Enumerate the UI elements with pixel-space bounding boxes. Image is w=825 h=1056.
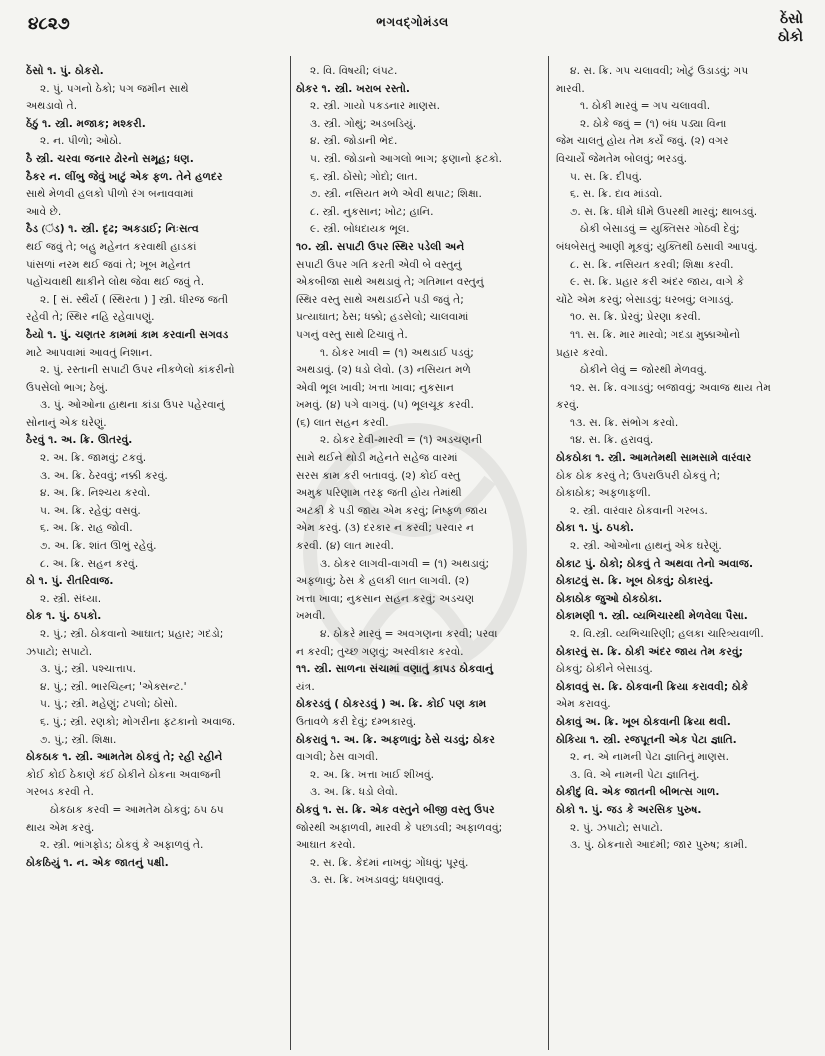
sense-line: ૩. અ. ક્રિ. ઠેરવવું; નક્કી કરવું.	[40, 468, 168, 482]
entry-line: ઉતાવળે કરી દેવું; દમ્ભકારવું.	[296, 714, 417, 728]
sense-line: ૭. સ્ત્રી. નસિયત મળે એવી થપાટ; શિક્ષા.	[310, 187, 482, 201]
column-2	[296, 62, 544, 1050]
entry-line: અટકી કે પડી જાય એમ કરવું; નિષ્ફળ જાય	[296, 503, 488, 517]
entry-headword-line: ઠેંસો ૧. પું. ઠોકરો.	[26, 64, 104, 77]
sense-line: ૮. સ. ક્રિ. નસિયત કરવી; શિક્ષા કરવી.	[570, 257, 734, 271]
entry-headword-line: ૧૧. સ્ત્રી. સાળના સંચામાં વણાતું કાપડ ઠોકવાનું	[296, 662, 494, 676]
idiom-line: ૨. ઠોકે જવું = (૧) બંધ પડ્યા વિના	[580, 116, 727, 130]
sense-line: ૨. પું. રસ્તાની સપાટી ઉપર નીકળેલો કાંકરીનો	[40, 363, 235, 377]
sense-line: ૨. સ્ત્રી. સંધ્યા.	[40, 591, 102, 605]
page-number: ૪૮૨૭	[28, 14, 70, 34]
entry-line: કોઈ કોઈ ઠેકાણે કંઈ ઠોકીને ઠોકના અવાજની	[26, 767, 221, 781]
entry-headword-line: ઠોકાઠોક જુઓ ઠોકઠોકા.	[556, 591, 663, 605]
sense-line: ૨. અ. ક્રિ. ખત્તા ખાઈ શીખવું.	[310, 767, 435, 781]
entry-headword-line: ઠોકઠાક ૧. સ્ત્રી. આમતેમ ઠોકવું તે; રહી રહીને	[26, 750, 223, 764]
entry-headword-line: ઠોકાટ પું. ઠોકો; ઠોકવું તે અથવા તેનો અવાજ.	[556, 556, 754, 570]
sense-line: ૩. અ. ક્રિ. ધડો લેવો.	[310, 785, 398, 799]
entry-headword-line: ઠૈકર ન. લીંબુ જેવું ખાટું એક ફળ. તેને હળદર	[26, 169, 223, 183]
entry-line: પ્રહાર કરવો.	[556, 345, 608, 359]
dictionary-title: ભગવદ્ગોમંડલ	[376, 15, 449, 29]
entry-line: ઠોક ઠોક કરવું તે; ઉપરાઉપરી ઠોકવું તે;	[556, 468, 721, 482]
entry-line: વાગવી; ઠેસ વાગવી.	[296, 750, 379, 764]
sense-line: ૫. પું.; સ્ત્રી. મહેણું; ટપલો; ઠોંસો.	[40, 697, 178, 711]
sense-line: ૫. સ્ત્રી. જોડાનો આગલો ભાગ; ફણાનો ફટકો.	[310, 151, 503, 165]
sense-line: ૧૩. સ. ક્રિ. સંભોગ કરવો.	[570, 415, 679, 429]
sense-line: ૨. સ. ક્રિ. કેદમાં નાખવું; ગોંધવું; પૂરવું.	[310, 855, 469, 869]
guide-word-first: ઠેંસો	[780, 11, 803, 27]
sense-line: ૬. અ. ક્રિ. રાહ જોવી.	[40, 521, 133, 535]
sense-line: ૪. સ. ક્રિ. ગપ ચલાવવી; ખોટું ઉડાડવું; ગપ	[570, 64, 749, 77]
entry-line: માટે આપવામાં આવતું નિશાન.	[26, 345, 153, 359]
idiom-line: ૧. ઠોકી મારવું = ગપ ચલાવવી.	[580, 99, 711, 113]
sense-line: ૧૪. સ. ક્રિ. હરાવવું.	[570, 433, 654, 447]
entry-headword-line: ઠોકામણી ૧. સ્ત્રી. વ્યભિચારથી મેળવેલા પૈસા.	[556, 609, 748, 623]
entry-line: એમ કરાવવું.	[556, 697, 611, 711]
entry-line: સાથે મેળવી હલકો પીળો રંગ બનાવવામાં	[26, 187, 194, 201]
column-divider	[290, 56, 291, 1050]
entry-line: મારવી.	[556, 81, 585, 95]
sense-line: ૪. સ્ત્રી. જોડાની ભેદ.	[310, 134, 398, 148]
entry-headword-line: ઠોકાટવું સ. ક્રિ. ખૂબ ઠોકવું; ઠોકારવું.	[556, 574, 714, 588]
entry-line: વિચાર્યે જેમતેમ બોલવું; ભરડવું.	[556, 151, 688, 165]
sense-line: ૨. સ્ત્રી. ગાયો પકડનાર માણસ.	[310, 99, 441, 113]
sense-line: ૬. સ. ક્રિ. દાવ માંડવો.	[570, 187, 663, 201]
entry-line: ઠોકાઠોક; અફળાફળી.	[556, 486, 651, 500]
sense-line: ૫. સ. ક્રિ. દીપવું.	[570, 169, 643, 183]
sense-line: ૩. પું. ઓઓના હાથના કાંડા ઉપર પહેરવાનું	[40, 398, 225, 412]
entry-line: થઈ જવું તે; બહુ મહેનત કરવાથી હાડકાં	[26, 239, 197, 253]
page-header	[0, 0, 825, 60]
entry-line: થાય એમ કરવું.	[26, 820, 95, 834]
entry-headword-line: ઠોકારવું સ. ક્રિ. ઠોકી અંદર જાય તેમ કરવું;	[556, 644, 743, 658]
sense-line: ૩. પું. ઠોકનારો આદમી; જાર પુરુષ; કામી.	[570, 838, 748, 852]
sense-line: ૨. સ્ત્રી. ભાંગફોડ; ઠોકવું કે અફાળવું તે.	[40, 838, 204, 852]
entry-line: ચોંટે એમ કરવું; બેસાડવું; ધરબવું; લગાડવું.	[556, 292, 734, 306]
entry-headword-line: ઠો ૧. પું. રીતરિવાજ.	[26, 574, 114, 588]
idiom-line: ૩. ઠોકર લાગવી-વાગવી = (૧) અથડાવું;	[320, 556, 490, 570]
sense-line: ૨. વિ.સ્ત્રી. વ્યભિચારિણી; હલકા ચારિત્ર્યવાળી.	[570, 627, 764, 640]
sense-line: ૨. અ. ક્રિ. જામવું; ટકવું.	[40, 451, 147, 465]
entry-line: અમુક પરિણામ તરફ જતી હોય તેમાંથી	[296, 486, 462, 500]
entry-line: ઠોકવું; ઠોકીને બેસાડવું.	[556, 662, 653, 676]
sense-line: ૧૧. સ. ક્રિ. માર મારવો; ગદડા મુક્કાઓનો	[570, 327, 741, 341]
idiom-line: ૧. ઠોકર ખાવી = (૧) અથડાઈ પડવું;	[320, 345, 474, 359]
entry-headword-line: ઠોકર ૧. સ્ત્રી. ખરાબ રસ્તો.	[296, 81, 410, 95]
entry-headword-line: ઠોકાવું અ. ક્રિ. ખૂબ ઠોકવાની ક્રિયા થવી.	[556, 714, 731, 728]
entry-line: ગરબડ કરવી તે.	[26, 785, 94, 799]
entry-headword-line: ઠૈ સ્ત્રી. ચરવા જનાર ઢોરનો સમૂહ; ધણ.	[26, 151, 194, 165]
entry-line: અથડાવું. (૨) ધડો લેવો. (૩) નસિયત મળે	[296, 363, 471, 377]
sense-line: ૩. સ્ત્રી. ગોથું; અડબડિયું.	[310, 116, 417, 130]
sense-line: ૬. સ્ત્રી. ઠોંસો; ગોદો; લાત.	[310, 169, 418, 183]
entry-line: આઘાત કરવો.	[296, 838, 356, 852]
column-divider	[548, 56, 549, 1050]
entry-headword-line: ઠોકરડવું ( ઠોકરડવું ) અ. ક્રિ. કોઈ પણ કામ	[296, 697, 487, 711]
entry-line: સામે થઈને થોડી મહેનતે સહેજ વારમાં	[296, 451, 458, 465]
entry-headword-line: ઠોકા ૧. પું. ઠપકો.	[556, 521, 634, 535]
sense-line: ૭. સ. ક્રિ. ધીમે ધીમે ઉપરથી મારવું; થાબડવું.	[570, 204, 758, 218]
entry-line: પાંસળાં નરમ થઈ જવાં તે; ખૂબ મહેનત	[26, 257, 191, 271]
entry-headword-line: ઠેંઠું ૧. સ્ત્રી. મજાક; મશ્કરી.	[26, 116, 146, 130]
sense-line: ૩. વિ. એ નામની પેટા જ્ઞાતિનું.	[570, 767, 700, 781]
sense-line: ૨. ન. પીળો; ઓઠો.	[40, 134, 122, 148]
entry-headword-line: ઠોકઠિયું ૧. ન. એક જાતનું પક્ષી.	[26, 855, 169, 869]
entry-line: ખમવી.	[296, 609, 326, 623]
entry-line: ખમવું. (૪) પગે વાગવું. (૫) ભૂલચૂક કરવી.	[296, 398, 474, 412]
sense-line: ૭. પું.; સ્ત્રી. શિક્ષા.	[40, 732, 117, 746]
entry-line: કરવું.	[556, 398, 580, 412]
sense-line: ૫. અ. ક્રિ. રહેવું; વસવું.	[40, 503, 141, 517]
entry-line: બંધબેસતું આણી મૂકવું; યુક્તિથી ઠસાવી આપવું.	[556, 239, 758, 253]
sense-line: ૮. સ્ત્રી. નુકસાન; ખોટ; હાનિ.	[310, 204, 434, 218]
entry-line: એવી ભૂલ ખાવી; ખત્તા ખાવા; નુકસાન	[296, 380, 454, 394]
entry-line: ઝપાટો; સપાટો.	[26, 644, 93, 658]
sense-line: ૨. સ્ત્રી. વારંવાર ઠોકવાની ગરબડ.	[570, 503, 708, 517]
entry-headword-line: ઠોકરાવું ૧. અ. ક્રિ. અફળાવું; ઠેસે ચડવું; ઠોકર	[296, 732, 495, 746]
idiom-line: ૪. ઠોકરે મારવું = અવગણના કરવી; પરવા	[320, 627, 498, 640]
entry-line: (૬) લાત સહન કરવી.	[296, 415, 389, 429]
sense-line: ૭. અ. ક્રિ. શાંત ઊભું રહેવું.	[40, 539, 157, 553]
sense-line: ૨. સ્ત્રી. ઓઓના હાથનું એક ઘરેણું.	[570, 539, 722, 553]
idiom-line: ૨. ઠોકર દેવી-મારવી = (૧) અડચણની	[320, 433, 483, 447]
entry-line: કરવી. (૪) લાત મારવી.	[296, 539, 394, 553]
entry-headword-line: ઠોકાવવું સ. ક્રિ. ઠોકવાની ક્રિયા કરાવવી; ઠોકે	[556, 679, 749, 693]
entry-line: પગનું વસ્તુ સાથે ટિચાવું તે.	[296, 327, 408, 341]
entry-line: આવે છે.	[26, 204, 62, 218]
entry-line: ન કરવી; તુચ્છ ગણવું; અસ્વીકાર કરવો.	[296, 644, 464, 658]
sense-line: ૧૨. સ. ક્રિ. વગાડવું; બજાવવું; અવાજ થાય તેમ	[570, 380, 771, 394]
sense-line: ૩. સ. ક્રિ. ખખડાવવું; ધધણાવવું.	[310, 873, 444, 887]
idiom-line: ઠોકી બેસાડવું = યુક્તિસર ગોઠવી દેવું;	[580, 222, 740, 236]
guide-words	[778, 10, 803, 46]
sense-line: ૮. અ. ક્રિ. સહન કરવું.	[40, 556, 139, 570]
sense-line: ૨. પું.; સ્ત્રી. ઠોકવાનો આઘાત; પ્રહાર; ગદડો;	[40, 627, 224, 640]
sense-line: ૨. પું. ઝપાટો; સપાટો.	[570, 820, 663, 834]
entry-headword-line: ૧૦. સ્ત્રી. સપાટી ઉપર સ્થિર પડેલી અને	[296, 239, 465, 253]
entry-line: એકબીજા સાથે અથડાવું તે; ગતિમાન વસ્તુનું	[296, 275, 484, 289]
sense-line: ૧૦. સ. ક્રિ. પ્રેરવું; પ્રેરણા કરવી.	[570, 310, 701, 324]
entry-line: જેમ ચાલતું હોય તેમ કર્યે જવું. (૨) વગર	[556, 134, 729, 148]
sense-line: ૨. [ સં. સ્થૈર્ય ( સ્થિરતા ) ] સ્ત્રી. ધીરજ જતી	[40, 292, 229, 306]
entry-line: અફળાવું; ઠેસ કે હલકી લાત લાગવી. (૨)	[296, 574, 470, 588]
sense-line: ૩. પું.; સ્ત્રી. પશ્ચાત્તાપ.	[40, 662, 137, 676]
entry-line: સ્થિર વસ્તુ સાથે અથડાઈને પડી જવું તે;	[296, 292, 464, 306]
entry-line: પહોંચવાથી થાકીને લોથ જેવા થઈ જવું તે.	[26, 275, 205, 289]
sense-line: ૨. પું. પગનો ઠેકો; પગ જમીન સાથે	[40, 81, 189, 95]
entry-line: સોનાનું એક ઘરેણું.	[26, 415, 107, 429]
entry-headword-line: ઠોક ૧. પું. ઠપકો.	[26, 609, 102, 623]
entry-line: એમ કરવું. (૩) દરકાર ન કરવી; પરવાર ન	[296, 521, 474, 535]
sense-line: ૯. સ્ત્રી. બોધદાયક ભૂલ.	[310, 222, 410, 236]
entry-headword-line: ઠોકવું ૧. સ. ક્રિ. એક વસ્તુને બીજી વસ્તુ ઉપર	[296, 802, 495, 816]
entry-line: ઉપસેલો ભાગ; ઠેબું.	[26, 380, 108, 394]
entry-line: ખત્તા ખાવા; નુકસાન સહન કરવું; અડચણ	[296, 591, 475, 605]
entry-headword-line: ઠોકઠોકા ૧. સ્ત્રી. આમતેમથી સામસામે વારંવાર	[556, 451, 752, 465]
sense-line: ૬. પું.; સ્ત્રી. રણકો; મોગરીના ફટકાનો અવાજ.	[40, 714, 236, 728]
entry-headword-line: ઠોકિયા ૧. સ્ત્રી. રજપૂતની એક પેટા જ્ઞાતિ.	[556, 732, 737, 746]
sense-line: ૯. સ. ક્રિ. પ્રહાર કરી અંદર જાય, વાગે કે	[570, 275, 744, 289]
entry-line: રહેવી તે; સ્થિર નહિ રહેવાપણું.	[26, 310, 155, 324]
entry-headword-line: ઠૈયો ૧. પું. ચણતર કામમાં કામ કરવાની સગવડ	[26, 327, 229, 341]
idiom-line: ઠોકઠાક કરવી = આમતેમ ઠોકવું; ઠપ ઠપ	[50, 802, 224, 816]
sense-line: ૪. પું.; સ્ત્રી. ભારચિહ્ન; 'એક્સન્ટ.'	[40, 679, 187, 693]
idiom-line: ઠોકીને લેવું = જોરથી મેળવવું.	[580, 363, 707, 377]
sense-line: ૨. વિ. વિષયી; લંપટ.	[310, 64, 398, 77]
entry-headword-line: ઠૈડ (ંડ) ૧. સ્ત્રી. દૃઢ; અકડાઈ; નિઃસત્વ	[26, 222, 199, 236]
sense-line: ૨. ન. એ નામની પેટા જ્ઞાતિનું માણસ.	[570, 750, 730, 764]
entry-line: યંત્ર.	[296, 679, 315, 693]
column-1	[26, 62, 288, 1050]
entry-headword-line: ઠોકીદું વિ. એક જાતની બીભત્સ ગાળ.	[556, 785, 720, 799]
entry-line: અથડાવો તે.	[26, 99, 78, 113]
entry-line: પ્રત્યાઘાત; ઠેસ; ધક્કો; હડસેલો; ચાલવામાં	[296, 310, 469, 324]
sense-line: ૪. અ. ક્રિ. નિશ્ચય કરવો.	[40, 486, 151, 500]
entry-headword-line: ઠોકો ૧. પું. જડ કે અરસિક પુરુષ.	[556, 802, 702, 816]
entry-line: સપાટી ઉપર ગતિ કરતી એવી બે વસ્તુનું	[296, 257, 462, 271]
guide-word-last: ઠોકો	[777, 29, 803, 45]
entry-line: સરસ કામ કરી બતાવવું. (૨) કોઈ વસ્તુ	[296, 468, 461, 482]
column-3	[556, 62, 816, 1050]
entry-headword-line: ઠૈરવું ૧. અ. ક્રિ. ઊતરવું.	[26, 433, 133, 447]
entry-line: જોરથી અફાળવી, મારવી કે પછાડવી; અફાળવવું;	[296, 820, 503, 834]
